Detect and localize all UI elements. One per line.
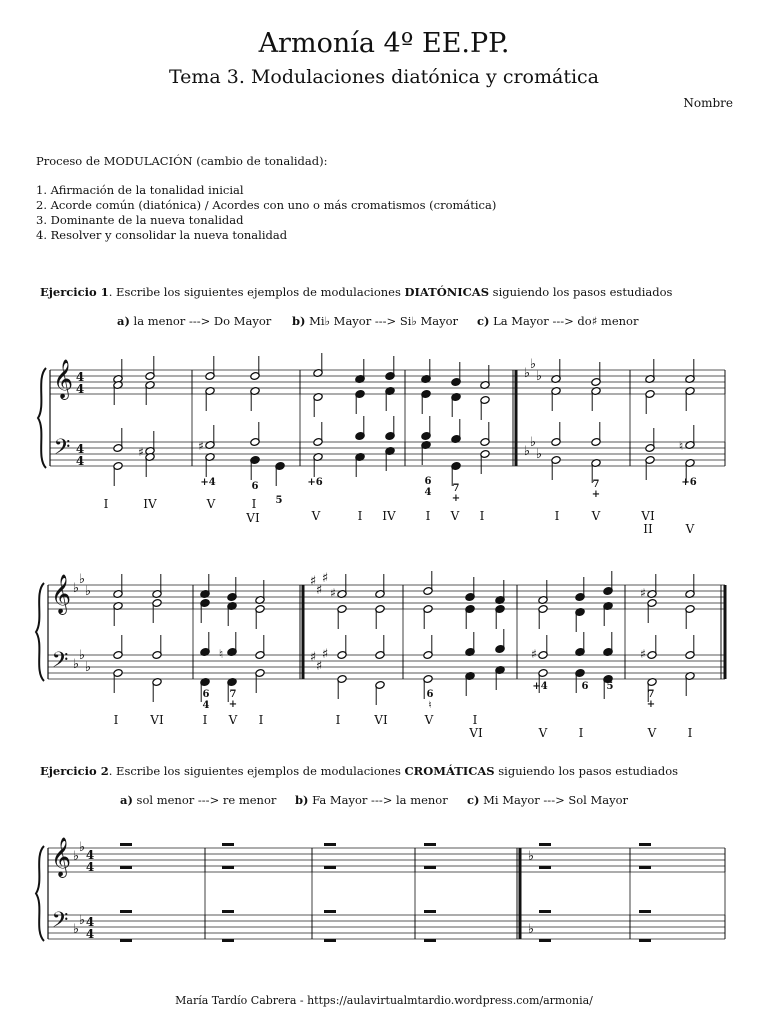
roman-numeral: IV: [143, 497, 157, 511]
figure-label: +6: [681, 477, 697, 488]
footer-credit: María Tardío Cabrera - https://aulavirtualmtardio.wordpress.com/armonia/: [175, 994, 593, 1007]
whole-rest: [424, 843, 436, 846]
roman-numeral: I: [472, 713, 478, 727]
item-letter: c): [467, 793, 480, 807]
whole-rest: [324, 910, 336, 913]
figure-label: 4: [202, 700, 210, 711]
time-sig: 4: [85, 860, 95, 874]
figure-label: 7: [452, 483, 460, 494]
roman-numeral: V: [424, 713, 434, 727]
key-accidental: ♭: [78, 840, 86, 855]
whole-rest: [120, 910, 132, 913]
key-accidental: ♭: [72, 849, 80, 864]
key-accidental: ♯: [321, 571, 329, 586]
time-sig: 4: [85, 915, 95, 929]
key-accidental: ♭: [72, 657, 80, 672]
whole-rest: [120, 843, 132, 846]
item-letter: a): [117, 314, 130, 328]
roman-numeral: I: [103, 497, 109, 511]
accidental: ♯: [531, 647, 537, 661]
item-text: la menor ---> Do Mayor: [129, 314, 272, 328]
figure-label: +: [451, 493, 461, 504]
figure-label: 4: [424, 487, 432, 498]
roman-numeral: V: [591, 509, 601, 523]
key-accidental: ♯: [315, 583, 323, 598]
roman-numeral: VI: [469, 726, 483, 740]
figure-label: 7: [647, 689, 655, 700]
roman-numeral: V: [228, 713, 238, 727]
roman-numeral: V: [647, 726, 657, 740]
whole-rest: [539, 866, 551, 869]
whole-rest: [539, 910, 551, 913]
process-step: 3. Dominante de la nueva tonalidad: [36, 213, 244, 227]
figure-label: +: [228, 699, 238, 710]
item-text: Fa Mayor ---> la menor: [308, 793, 448, 807]
accidental: ♮: [678, 439, 684, 453]
bass-clef: 𝄢: [53, 435, 71, 465]
whole-rest: [639, 866, 651, 869]
item-text: Mi♭ Mayor ---> Si♭ Mayor: [305, 314, 459, 328]
key-accidental: ♭: [523, 444, 531, 459]
process-step: 1. Afirmación de la tonalidad inicial: [36, 183, 244, 197]
item-letter: c): [477, 314, 490, 328]
key-accidental: ♭: [535, 369, 543, 384]
whole-rest: [324, 939, 336, 942]
whole-rest: [222, 939, 234, 942]
key-accidental: ♯: [309, 574, 317, 589]
item-letter: b): [295, 793, 309, 807]
system-brace: [36, 846, 44, 941]
treble-clef: 𝄞: [52, 359, 74, 399]
roman-numeral: I: [113, 713, 119, 727]
score-graphics: [36, 353, 725, 942]
figure-label: +6: [307, 477, 323, 488]
roman-numeral: VI: [246, 511, 260, 525]
item-text: Mi Mayor ---> Sol Mayor: [479, 793, 629, 807]
accidental: ♯: [330, 586, 336, 600]
figure-label: +: [646, 699, 656, 710]
roman-numeral: V: [311, 509, 321, 523]
key-accidental: ♯: [315, 659, 323, 674]
figure-label: 6: [426, 689, 434, 700]
whole-rest: [222, 866, 234, 869]
whole-rest: [539, 843, 551, 846]
roman-numeral: II: [643, 522, 653, 536]
figure-label: 7: [592, 479, 600, 490]
figure-label: 7: [229, 689, 237, 700]
whole-rest: [539, 939, 551, 942]
process-step: 2. Acorde común (diatónica) / Acordes con uno o más cromatismos (cromática): [36, 198, 497, 212]
key-accidental: ♯: [309, 650, 317, 665]
exercise2-label: Ejercicio 2: [40, 764, 109, 778]
system-brace: [38, 368, 46, 468]
item-text: sol menor ---> re menor: [132, 793, 277, 807]
exercise1-text: . Escribe los siguientes ejemplos de modulaciones: [108, 285, 405, 299]
figure-label: +4: [532, 681, 548, 692]
exercise1-text-end: siguiendo los pasos estudiados: [489, 285, 673, 299]
page-subtitle: Tema 3. Modulaciones diatónica y cromática: [168, 66, 600, 88]
whole-rest: [324, 843, 336, 846]
time-sig: 4: [75, 454, 85, 468]
key-accidental: ♭: [529, 357, 537, 372]
roman-numeral: VI: [150, 713, 164, 727]
page-title: Armonía 4º EE.PP.: [258, 28, 510, 59]
item-letter: a): [120, 793, 133, 807]
roman-numeral: V: [538, 726, 548, 740]
roman-numeral: I: [202, 713, 208, 727]
process-heading: Proceso de MODULACIÓN (cambio de tonalidad):: [36, 154, 328, 168]
key-accidental: ♯: [321, 647, 329, 662]
time-sig: 4: [75, 382, 85, 396]
time-sig: 4: [75, 442, 85, 456]
time-sig: 4: [75, 370, 85, 384]
roman-numeral: V: [450, 509, 460, 523]
roman-numeral: I: [687, 726, 693, 740]
accidental: ♯: [198, 439, 204, 453]
roman-numeral: I: [578, 726, 584, 740]
exercise1-label: Ejercicio 1: [40, 285, 109, 299]
whole-rest: [324, 866, 336, 869]
key-accidental: ♭: [529, 435, 537, 450]
key-accidental: ♭: [78, 913, 86, 928]
key-accidental: ♭: [72, 922, 80, 937]
whole-rest: [424, 910, 436, 913]
item-letter: b): [292, 314, 306, 328]
key-accidental: ♭: [535, 447, 543, 462]
figure-label: 6: [581, 681, 589, 692]
roman-numeral: I: [425, 509, 431, 523]
whole-rest: [639, 939, 651, 942]
time-sig: 4: [85, 927, 95, 941]
figure-label: 6: [424, 476, 432, 487]
exercise2-text-end: siguiendo los pasos estudiados: [494, 764, 679, 778]
whole-rest: [639, 843, 651, 846]
key-accidental: ♭: [84, 660, 92, 675]
key-accidental: ♭: [78, 648, 86, 663]
roman-numeral: V: [685, 522, 695, 536]
key-accidental: ♭: [72, 581, 80, 596]
accidental: ♮: [218, 647, 224, 661]
exercise2-bold: CROMÁTICAS: [404, 764, 495, 778]
treble-clef: 𝄞: [50, 837, 72, 877]
time-sig: 4: [85, 848, 95, 862]
whole-rest: [639, 910, 651, 913]
figure-label: 5: [275, 495, 283, 506]
roman-numeral: I: [554, 509, 560, 523]
whole-rest: [222, 843, 234, 846]
process-step: 4. Resolver y consolidar la nueva tonalidad: [36, 228, 288, 242]
roman-numeral: VI: [641, 509, 655, 523]
roman-numeral: VI: [374, 713, 388, 727]
figure-label: +4: [200, 477, 216, 488]
roman-numeral: I: [251, 497, 257, 511]
accidental: ♯: [640, 586, 646, 600]
treble-clef: 𝄞: [50, 574, 72, 614]
key-accidental: ♭: [527, 922, 535, 937]
roman-numeral: I: [479, 509, 485, 523]
figure-label: +: [591, 489, 601, 500]
whole-rest: [120, 866, 132, 869]
figure-label: 6: [202, 689, 210, 700]
bass-clef: 𝄢: [51, 908, 69, 938]
key-accidental: ♭: [84, 584, 92, 599]
key-accidental: ♭: [527, 849, 535, 864]
figure-label: 6: [251, 481, 259, 492]
accidental: ♯: [138, 445, 144, 459]
roman-numeral: I: [357, 509, 363, 523]
item-text: La Mayor ---> do♯ menor: [489, 314, 639, 328]
bass-clef: 𝄢: [51, 648, 69, 678]
system-brace: [36, 583, 44, 681]
key-accidental: ♭: [78, 572, 86, 587]
exercise1-bold: DIATÓNICAS: [404, 285, 490, 299]
roman-numeral: V: [206, 497, 216, 511]
whole-rest: [424, 939, 436, 942]
whole-rest: [222, 910, 234, 913]
figure-label: ♮: [428, 700, 432, 711]
key-accidental: ♭: [523, 366, 531, 381]
whole-rest: [424, 866, 436, 869]
whole-rest: [120, 939, 132, 942]
roman-numeral: IV: [382, 509, 396, 523]
accidental: ♯: [640, 647, 646, 661]
roman-numeral: I: [335, 713, 341, 727]
roman-numeral: I: [258, 713, 264, 727]
name-label: Nombre: [683, 96, 733, 110]
exercise2-text: . Escribe los siguientes ejemplos de modulaciones: [108, 764, 405, 778]
figure-label: 5: [606, 681, 614, 692]
